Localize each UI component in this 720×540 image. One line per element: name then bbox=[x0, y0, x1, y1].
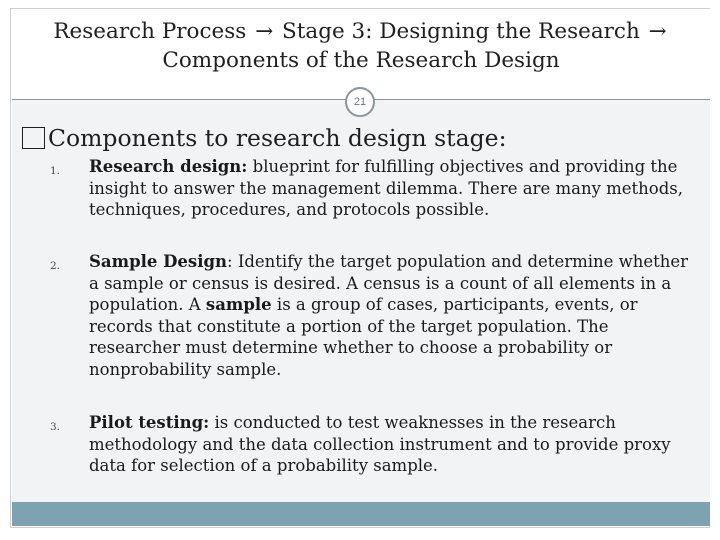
title-part-2: Stage 3: Designing the Research bbox=[282, 19, 640, 44]
item-number: 3. bbox=[50, 421, 61, 433]
item-term: Pilot testing: bbox=[89, 413, 210, 432]
item-text: is conducted to test weaknesses in the research methodology and the data collection instrument and to provide proxy data for selection of a probability sample. bbox=[89, 413, 671, 475]
footer-bar bbox=[12, 502, 710, 526]
item-term-sample: sample bbox=[205, 295, 272, 314]
item-term: Sample Design bbox=[89, 252, 228, 271]
title-area bbox=[12, 9, 710, 99]
item-text: blueprint for fulfilling objectives and providing the insight to answer the management dilemma. There are many methods, techniques, procedures, and protocols possible. bbox=[89, 157, 684, 219]
title-part-1: Research Process bbox=[53, 19, 247, 44]
list-item bbox=[89, 156, 689, 221]
title-part-3: Components of the Research Design bbox=[162, 48, 560, 73]
heading-text: Components to research design stage: bbox=[48, 124, 507, 152]
item-number: 2. bbox=[50, 260, 61, 272]
list-item bbox=[89, 251, 689, 380]
item-number: 1. bbox=[50, 165, 61, 177]
square-bullet-icon bbox=[22, 127, 45, 149]
item-text: : Identify the target population and determine whether a sample or census is desired. A census is a count of all elements in a population. A bbox=[89, 252, 689, 314]
item-term: Research design: bbox=[89, 157, 248, 176]
item-text: is a group of cases, participants, events, or records that constitute a portion of the target population. The researcher must determine whether to choose a probability or nonprobability sample. bbox=[89, 295, 638, 379]
slide-title bbox=[12, 17, 710, 75]
arrow-right-icon: → bbox=[255, 19, 274, 44]
list-item bbox=[89, 412, 689, 477]
arrow-right-icon: → bbox=[648, 19, 667, 44]
page-number: 21 bbox=[345, 87, 375, 117]
section-heading bbox=[22, 123, 507, 153]
